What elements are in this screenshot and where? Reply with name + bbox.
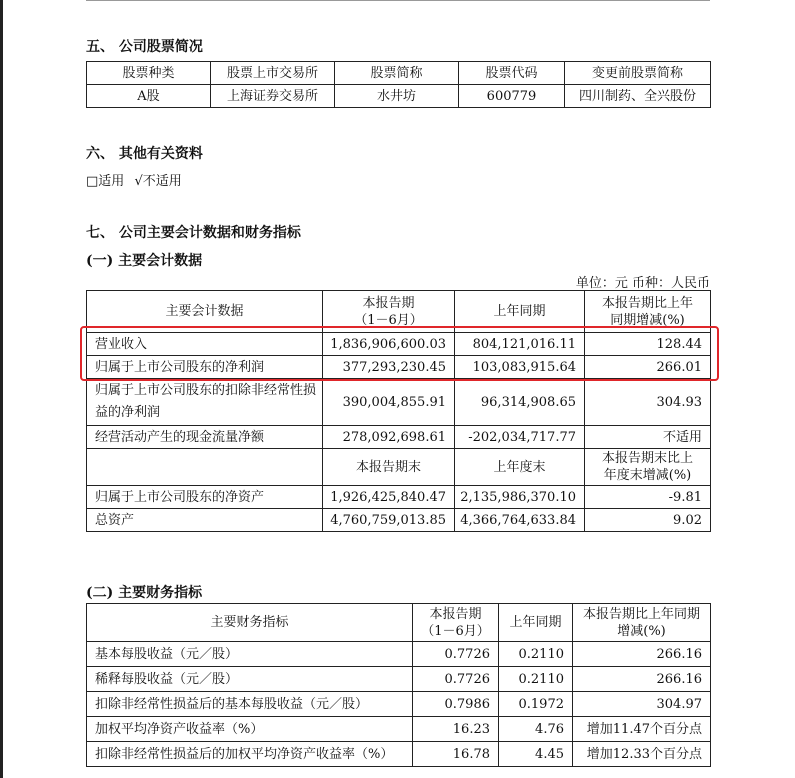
stock-short-name: 水井坊 [335,85,459,108]
row-prior: 96,314,908.65 [455,379,585,426]
row-prior: 103,083,915.64 [455,356,585,379]
row-change: 增加11.47个百分点 [573,717,711,742]
table-row [87,356,711,379]
stock-former-name: 四川制药、全兴股份 [565,85,711,108]
row-prior: 804,121,016.11 [455,333,585,356]
t1-header-item: 主要会计数据 [87,291,323,333]
financial-indicators-title: (二) 主要财务指标 [86,585,203,601]
row-change: 266.16 [573,642,711,667]
option-not-applicable: √不适用 [134,174,182,189]
table-row [87,486,711,509]
row-change: 266.01 [585,356,711,379]
table-row [87,717,711,742]
row-prior: 4,366,764,633.84 [455,509,585,532]
financial-indicators-table [86,603,711,767]
row-current: 16.23 [413,717,499,742]
accounting-data-title: (一) 主要会计数据 [86,253,203,269]
row-prior: 4.76 [499,717,573,742]
t1-header2-item [87,449,323,486]
row-change: 266.16 [573,667,711,692]
row-prior: 0.2110 [499,642,573,667]
table-row [87,333,711,356]
section-5-title: 五、 公司股票简况 [86,39,203,55]
row-current: 0.7726 [413,642,499,667]
t1-header-change: 本报告期比上年 同期增减(%) [585,291,711,333]
t1-header2-change: 本报告期末比上 年度末增减(%) [585,449,711,486]
row-prior: 0.2110 [499,667,573,692]
stock-exchange: 上海证券交易所 [211,85,335,108]
row-label: 扣除非经常性损益后的加权平均净资产收益率（%） [87,742,413,767]
accounting-data-table [86,290,711,532]
section-7-title: 七、 公司主要会计数据和财务指标 [86,225,301,241]
row-current: 0.7986 [413,692,499,717]
row-label: 归属于上市公司股东的扣除非经常性损益的净利润 [87,379,323,426]
t1-header-row-2 [87,449,711,486]
row-label: 归属于上市公司股东的净利润 [87,356,323,379]
header-stock-type: 股票种类 [87,62,211,85]
table-row [87,742,711,767]
row-label: 基本每股收益（元／股） [87,642,413,667]
applicability-options [86,170,182,189]
stock-table-header [87,62,711,85]
row-label: 扣除非经常性损益后的基本每股收益（元／股） [87,692,413,717]
table-row [87,667,711,692]
t2-header-current: 本报告期 （1－6月） [413,604,499,642]
t1-header2-prior: 上年度末 [455,449,585,486]
row-change: 304.97 [573,692,711,717]
row-current: 1,926,425,840.47 [323,486,455,509]
table-row [87,692,711,717]
option-applicable: □适用 [86,174,125,189]
t2-header-item: 主要财务指标 [87,604,413,642]
table-row [87,379,711,426]
row-current: 4,760,759,013.85 [323,509,455,532]
row-current: 278,092,698.61 [323,426,455,449]
row-change: -9.81 [585,486,711,509]
row-label: 经营活动产生的现金流量净额 [87,426,323,449]
row-change: 增加12.33个百分点 [573,742,711,767]
header-former-name: 变更前股票简称 [565,62,711,85]
table-row [87,426,711,449]
t1-header-prior: 上年同期 [455,291,585,333]
row-label: 总资产 [87,509,323,532]
section-6-title: 六、 其他有关资料 [86,146,203,162]
row-change: 9.02 [585,509,711,532]
t2-header-change: 本报告期比上年同期 增减(%) [573,604,711,642]
stock-type: A股 [87,85,211,108]
row-current: 0.7726 [413,667,499,692]
row-prior: 2,135,986,370.10 [455,486,585,509]
header-short-name: 股票简称 [335,62,459,85]
row-change: 不适用 [585,426,711,449]
row-label: 营业收入 [87,333,323,356]
row-prior: -202,034,717.77 [455,426,585,449]
table-row [87,642,711,667]
t1-header-current: 本报告期 （1－6月） [323,291,455,333]
row-current: 16.78 [413,742,499,767]
row-prior: 4.45 [499,742,573,767]
top-rule [86,0,710,1]
row-label: 加权平均净资产收益率（%） [87,717,413,742]
row-prior: 0.1972 [499,692,573,717]
header-exchange: 股票上市交易所 [211,62,335,85]
row-change: 128.44 [585,333,711,356]
t1-header2-current: 本报告期末 [323,449,455,486]
t1-header-row [87,291,711,333]
row-label: 稀释每股收益（元／股） [87,667,413,692]
stock-table-row [87,85,711,108]
table-row [87,509,711,532]
row-current: 1,836,906,600.03 [323,333,455,356]
row-change: 304.93 [585,379,711,426]
page-left-border [0,0,3,778]
unit-currency-line: 单位：元 币种：人民币 [575,276,710,291]
row-current: 390,004,855.91 [323,379,455,426]
header-stock-code: 股票代码 [459,62,565,85]
row-current: 377,293,230.45 [323,356,455,379]
stock-code: 600779 [459,85,565,108]
t2-header-prior: 上年同期 [499,604,573,642]
row-label: 归属于上市公司股东的净资产 [87,486,323,509]
t2-header-row [87,604,711,642]
stock-table [86,61,711,108]
